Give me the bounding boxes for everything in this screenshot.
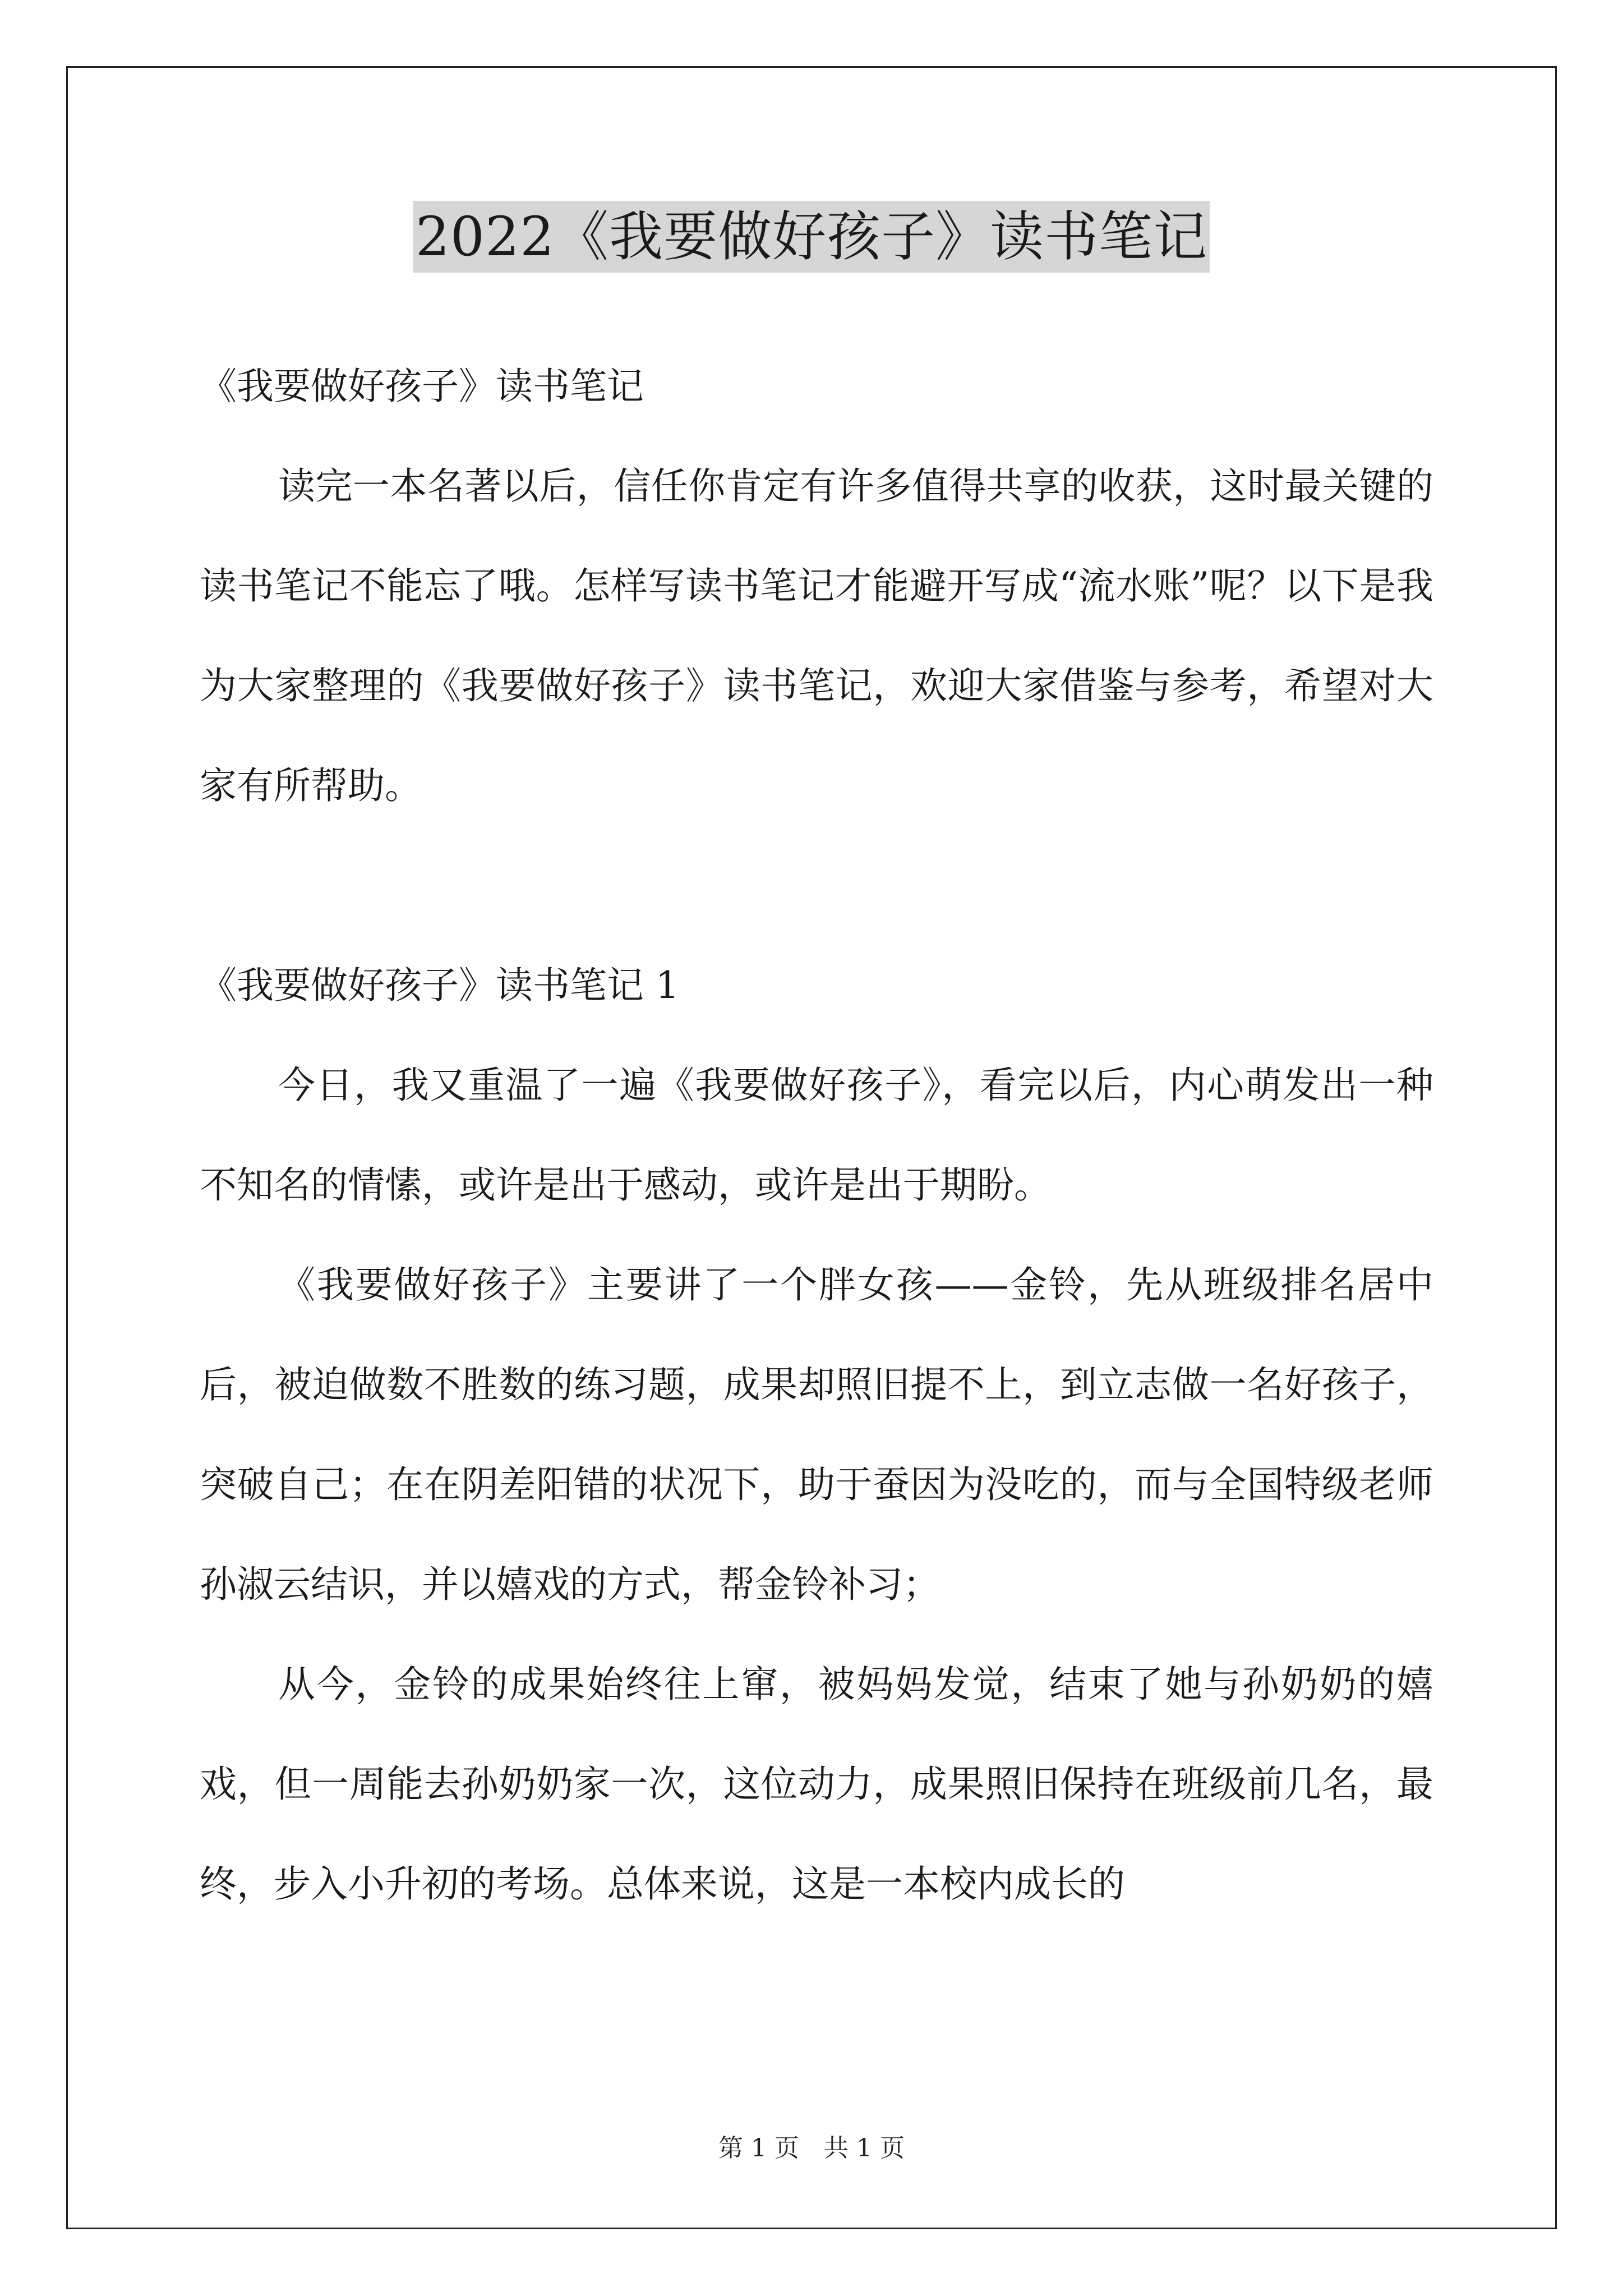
document-title: 2022《我要做好孩子》读书笔记 <box>413 201 1210 273</box>
page-footer: 第 1 页 共 1 页 <box>718 2134 905 2162</box>
section-heading: 《我要做好孩子》读书笔记 1 <box>200 964 679 1007</box>
section-spacer <box>200 836 1433 936</box>
title-container <box>0 201 1623 273</box>
intro-paragraph: 读完一本名著以后，信任你肯定有许多值得共享的收获，这时最关键的读书笔记不能忘了哦。怎样写读书笔记才能避开写成“流水账”呢？以下是我为大家整理的《我要做好孩子》读书笔记，欢迎大家借鉴与参考，希望对大家有所帮助。 <box>200 464 1433 807</box>
document-subtitle: 《我要做好孩子》读书笔记 <box>200 365 644 408</box>
body-paragraph: 今日，我又重温了一遍《我要做好孩子》，看完以后，内心萌发出一种不知名的情愫，或许是出于感动，或许是出于期盼。 <box>200 1064 1433 1207</box>
body-paragraph: 从今，金铃的成果始终往上窜，被妈妈发觉，结束了她与孙奶奶的嬉戏，但一周能去孙奶奶家一次，这位动力，成果照旧保持在班级前几名，最终，步入小升初的考场。总体来说，这是一本校内成长的 <box>200 1663 1433 1906</box>
document-body <box>200 337 1433 1934</box>
body-paragraph: 《我要做好孩子》主要讲了一个胖女孩——金铃，先从班级排名居中后，被迫做数不胜数的练习题，成果却照旧提不上，到立志做一名好孩子，突破自己；在在阴差阳错的状况下，助于蚕因为没吃的，而与全国特级老师孙淑云结识，并以嬉戏的方式，帮金铃补习； <box>200 1263 1433 1606</box>
